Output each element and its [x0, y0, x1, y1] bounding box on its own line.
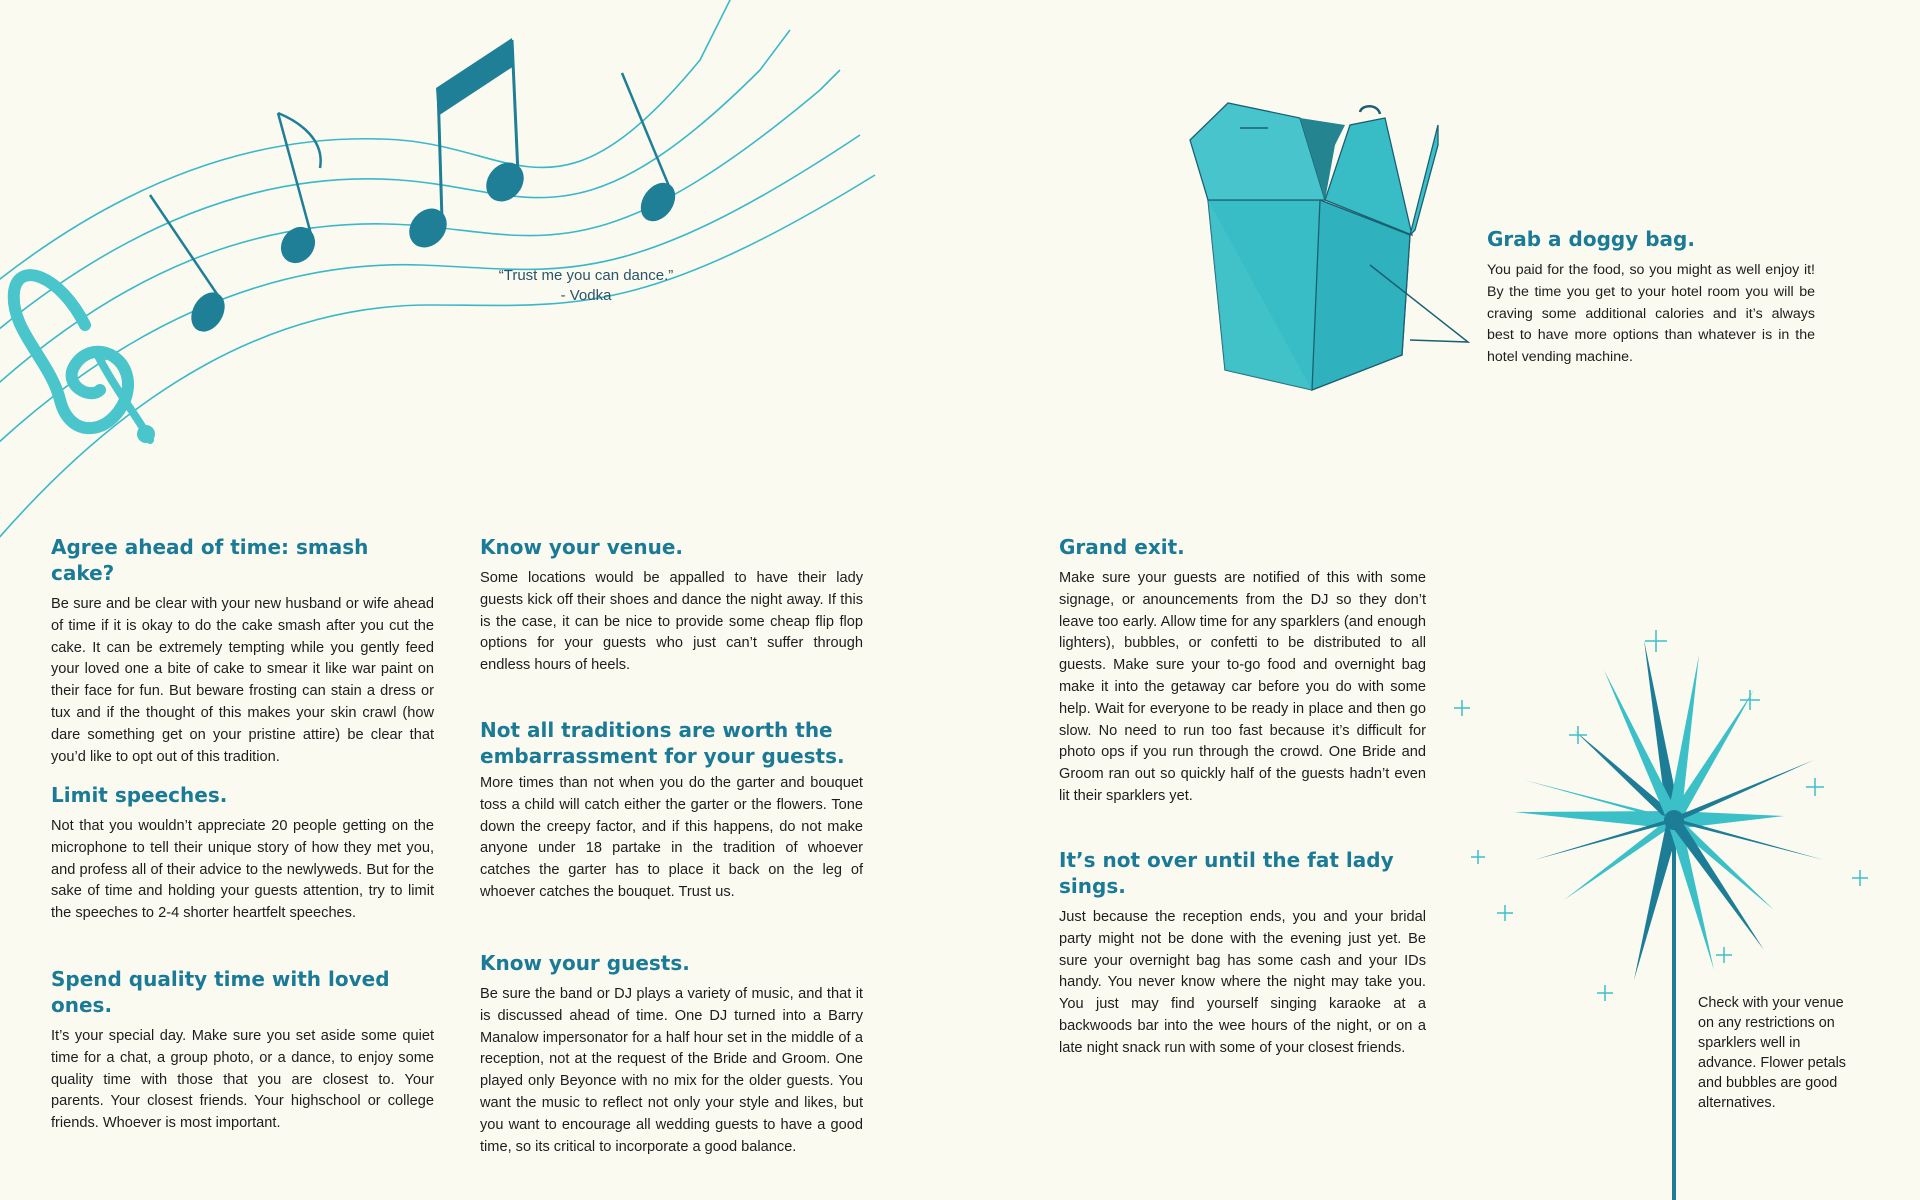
section-heading: Limit speeches. — [51, 783, 228, 807]
section-heading: Grand exit. — [1059, 535, 1185, 559]
tip-traditions — [480, 717, 863, 904]
section-body: Be sure and be clear with your new husband or wife ahead of time if it is okay to do the cake smash after you cut the cake. It can be extremely tempting while you gently feed your loved one a bite of cake to smear it like war paint on their face for fun. But beware frosting can stain a dress or tux and if the thought of this makes your skin crawl (how dare something get on your pristine attire) be clear that you’d like to opt out of this tradition. — [51, 596, 434, 765]
section-body: More times than not when you do the garter and bouquet toss a child will catch either the garter or the flowers. Tone down the creepy factor, and if this happens, do not make anyone under 18 partake in the tradition of whoever catches the garter has to place it back on the leg of whoever catches the bouquet. Trust us. — [480, 775, 863, 900]
music-note — [478, 155, 531, 209]
section-heading: Know your venue. — [480, 535, 683, 559]
music-staff — [0, 0, 875, 560]
doggy-bag-section — [1487, 226, 1815, 369]
tip-not-over — [1059, 847, 1426, 1060]
section-body: You paid for the food, so you might as well enjoy it! By the time you get to your hotel room you will be craving some additional calories and it’s always best to have more options than whatever is in the hotel vending machine. — [1487, 262, 1815, 366]
sparkler-caption: Check with your venue on any restrictions on sparklers well in advance. Flower petals and bubbles are good alternatives. — [1698, 995, 1846, 1111]
takeout-box-icon — [1190, 103, 1468, 390]
section-body: Not that you wouldn’t appreciate 20 people getting on the microphone to tell their unique story of how they met you, and profess all of their advice to the newlyweds. But for the sake of time and holding your guests attention, try to limit the speeches to 2-4 shorter heartfelt speeches. — [51, 818, 434, 922]
section-body: Make sure your guests are notified of this with some signage, or anouncements from the DJ so they don’t leave too early. Allow time for any sparklers (and enough lighters), bubbles, or confetti to be distributed to all guests. Make sure your to-go food and overnight bag make it into the getaway car before you do with some help. Wait for everyone to be ready in place and then go slow. No need to run too fast because it’s difficult for photo ops if you run through the crowd. One Bride and Groom ran out so quickly half of the guests hadn’t even lit their sparklers yet. — [1059, 570, 1426, 804]
tip-quality-time — [51, 966, 434, 1135]
section-body: Just because the reception ends, you and your bridal party might not be done with the evening just yet. Be sure your overnight bag has some cash and your IDs handy. You never know where the night may take you. You just may find yourself singing karaoke at a backwoods bar into the wee hours of the night, or on a late night snack run with some of your closest friends. — [1059, 909, 1426, 1056]
quote-attribution: - Vodka — [560, 287, 612, 304]
section-body: Some locations would be appalled to have their lady guests kick off their shoes and dance the night away. If this is the case, it can be nice to provide some cheap flip flop options for your guests who just can’t suffer through endless hours of heels. — [480, 570, 863, 674]
section-body: Be sure the band or DJ plays a variety of music, and that it is discussed ahead of time. One DJ turned into a Barry Manalow impersonator for a half hour set in the middle of a reception, not at the request of the Bride and Groom. One played only Beyonce with no mix for the older guests. You want the music to reflect not only your style and likes, but you want to encourage all wedding guests to have a good time, so its critical to incorporate a good balance. — [480, 986, 863, 1155]
quote-text: “Trust me you can dance.” — [498, 267, 674, 284]
section-body: It’s your special day. Make sure you set aside some quiet time for a chat, a group photo, or a dance, to enjoy some quality time with those that you are closest to. Your parents. Your closest friends. Your highschool or college friends. Whoever is most important. — [51, 1028, 434, 1132]
vodka-quote — [486, 266, 686, 306]
tip-know-guests — [480, 950, 863, 1158]
section-heading: Know your guests. — [480, 951, 690, 975]
section-heading: Agree ahead of time: smash cake? — [51, 535, 369, 585]
music-note — [634, 176, 683, 228]
tip-grand-exit — [1059, 534, 1426, 808]
section-heading: Not all traditions are worth the embarrassment for your guests. — [480, 718, 845, 768]
section-heading: Spend quality time with loved ones. — [51, 967, 390, 1017]
tip-smash-cake — [51, 534, 434, 768]
section-heading: It’s not over until the fat lady sings. — [1059, 848, 1394, 898]
section-heading: Grab a doggy bag. — [1487, 227, 1695, 251]
tip-know-venue — [480, 534, 863, 677]
tip-limit-speeches — [51, 782, 434, 925]
sparkler-icon — [1454, 630, 1868, 1200]
